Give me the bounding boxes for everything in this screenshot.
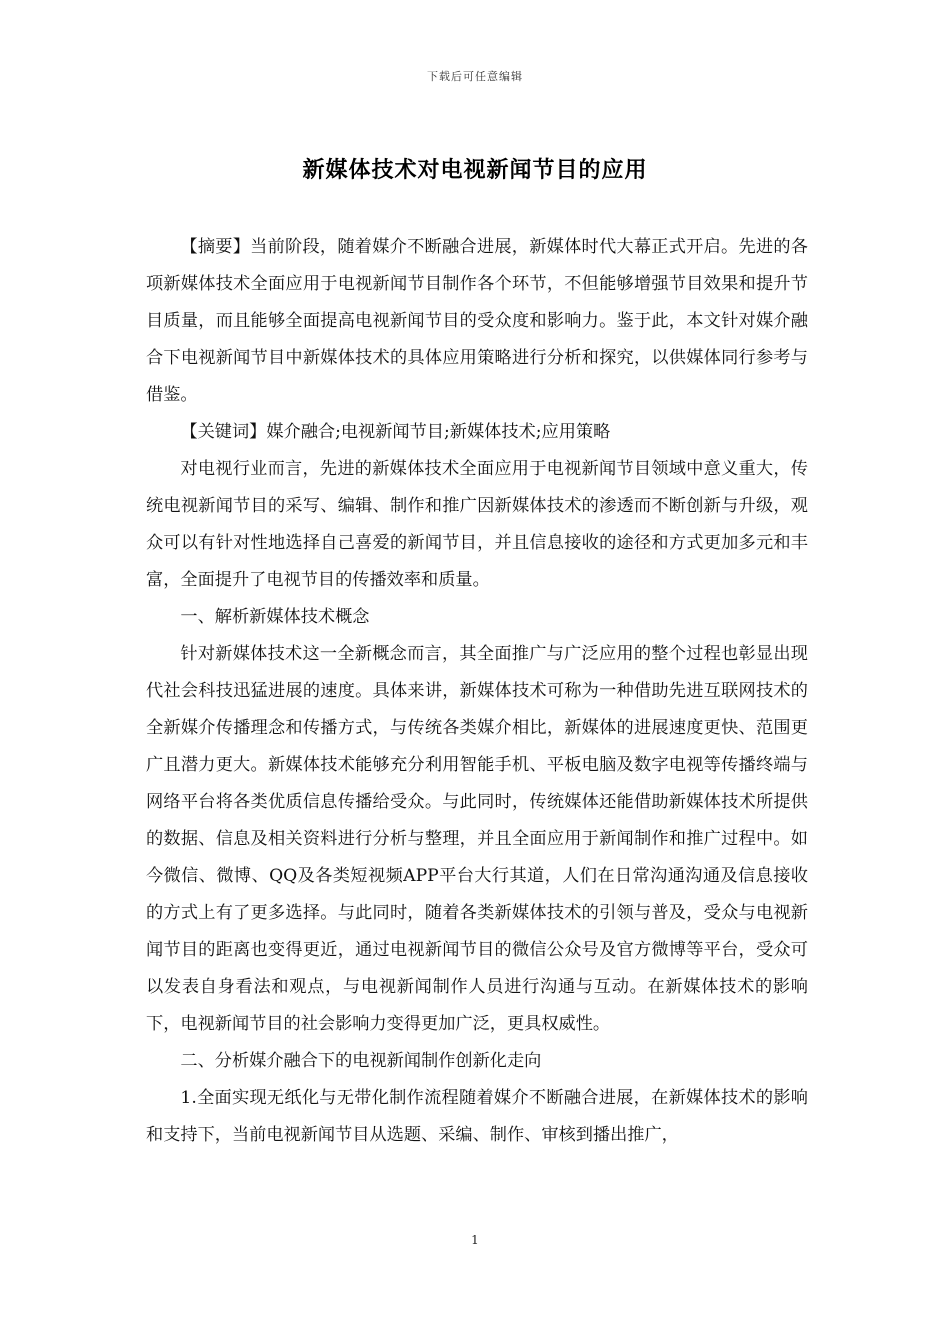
section-2-paragraph: 1.全面实现无纸化与无带化制作流程随着媒介不断融合进展，在新媒体技术的影响和支持下，当前电视新闻节目从选题、采编、制作、审核到播出推广， (146, 1088, 808, 1145)
section-heading-2: 二、分析媒介融合下的电视新闻制作创新化走向 (180, 1051, 542, 1071)
intro-paragraph: 对电视行业而言，先进的新媒体技术全面应用于电视新闻节目领域中意义重大，传统电视新闻节目的采写、编辑、制作和推广因新媒体技术的渗透而不断创新与升级，观众可以有针对性地选择自己喜爱的新闻节目，并且信息接收的途径和方式更加多元和丰富，全面提升了电视节目的传播效率和质量。 (146, 459, 808, 590)
document-title: 新媒体技术对电视新闻节目的应用 (302, 157, 648, 183)
header-note: 下载后可任意编辑 (427, 70, 523, 83)
section-heading-1: 一、解析新媒体技术概念 (180, 607, 370, 627)
abstract-paragraph: 【摘要】当前阶段，随着媒介不断融合进展，新媒体时代大幕正式开启。先进的各项新媒体技术全面应用于电视新闻节目制作各个环节，不但能够增强节目效果和提升节目质量，而且能够全面提高电视新闻节目的受众度和影响力。鉴于此，本文针对媒介融合下电视新闻节目中新媒体技术的具体应用策略进行分析和探究，以供媒体同行参考与借鉴。 (146, 237, 808, 405)
document-body (146, 229, 808, 1154)
section-1-paragraph: 针对新媒体技术这一全新概念而言，其全面推广与广泛应用的整个过程也彰显出现代社会科技迅猛进展的速度。具体来讲，新媒体技术可称为一种借助先进互联网技术的全新媒介传播理念和传播方式，与传统各类媒介相比，新媒体的进展速度更快、范围更广且潜力更大。新媒体技术能够充分利用智能手机、平板电脑及数字电视等传播终端与网络平台将各类优质信息传播给受众。与此同时，传统媒体还能借助新媒体技术所提供的数据、信息及相关资料进行分析与整理，并且全面应用于新闻制作和推广过程中。如今微信、微博、QQ及各类短视频APP平台大行其道，人们在日常沟通沟通及信息接收的方式上有了更多选择。与此同时，随着各类新媒体技术的引领与普及，受众与电视新闻节目的距离也变得更近，通过电视新闻节目的微信公众号及官方微博等平台，受众可以发表自身看法和观点，与电视新闻制作人员进行沟通与互动。在新媒体技术的影响下，电视新闻节目的社会影响力变得更加广泛，更具权威性。 (146, 644, 808, 1034)
keywords-paragraph: 【关键词】媒介融合;电视新闻节目;新媒体技术;应用策略 (180, 422, 611, 442)
page-number: 1 (471, 1233, 479, 1247)
